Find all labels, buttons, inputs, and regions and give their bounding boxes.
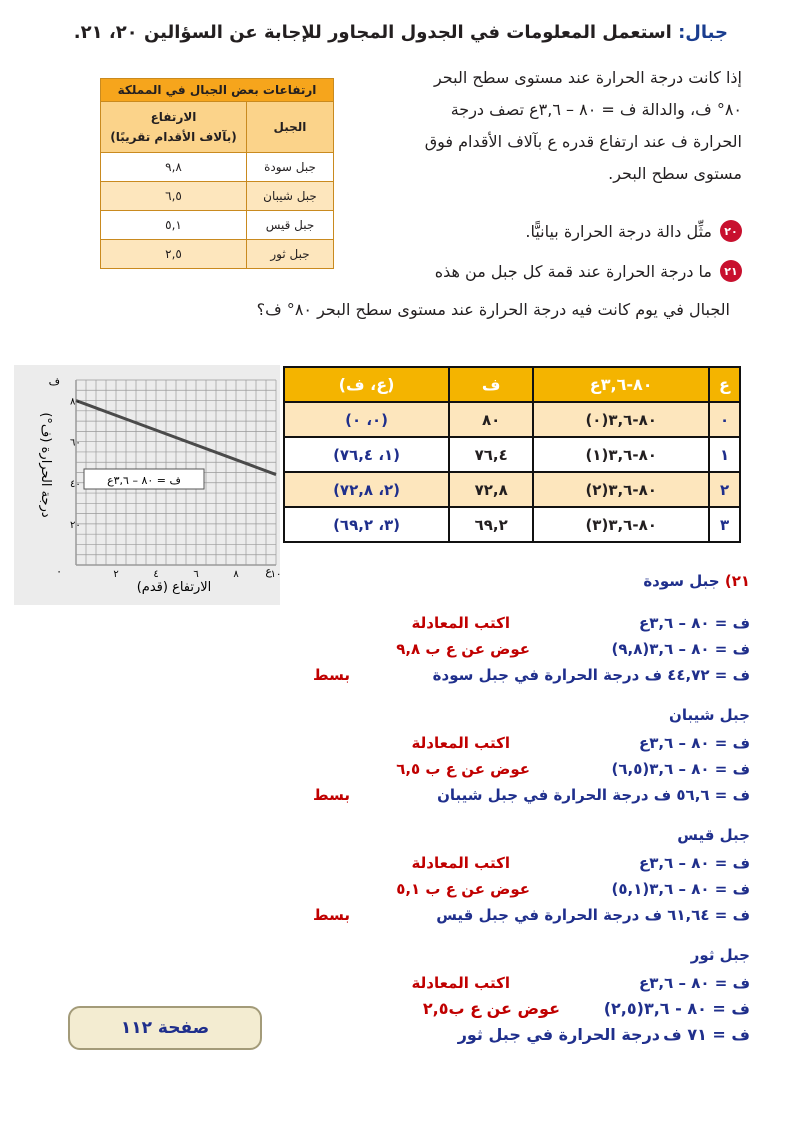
solution-line: [50, 970, 750, 996]
x-axis-label: الارتفاع (قدم): [136, 580, 212, 595]
height-col-title: الارتفاع: [150, 110, 197, 124]
mountain-heading: جبل سودة: [643, 572, 720, 590]
question-number-badge: ٢٠: [720, 220, 742, 242]
step-note: عوض عن ع ب ٥,١: [396, 880, 530, 898]
line-label: ف = ٨٠ – ٣,٦ع: [107, 474, 181, 487]
height-col-header: [101, 102, 247, 153]
solution-number: ٢١): [724, 572, 750, 590]
intro-line: [68, 22, 728, 43]
step-note: بسط: [313, 906, 350, 924]
mountain-name: جبل شيبان: [247, 182, 334, 211]
x-tick-label: ٦: [193, 569, 199, 580]
solution-title: [50, 566, 750, 596]
height-col-subtitle: (بآلاف الأقدام تقريبًا): [110, 130, 237, 144]
question-20-text: مثِّل دالة درجة الحرارة بيانيًّا.: [525, 221, 712, 241]
y-axis-letter: ف: [48, 375, 60, 388]
mountain-heading: جبل ثور: [690, 946, 750, 964]
equation: ف = ٧١ ف: [663, 1025, 750, 1044]
values-cell: ٧٢,٨: [449, 472, 533, 507]
values-header: ع: [709, 367, 740, 402]
equation: ف = ٨٠ – ٣,٦(٩,٨): [611, 640, 750, 658]
solution-line: [50, 636, 750, 662]
mountain-heading: جبل قيس: [677, 826, 750, 844]
solution-line: [50, 876, 750, 902]
paragraph-line: الحرارة ف عند ارتفاع قدره ع بآلاف الأقدام فوق: [424, 132, 742, 151]
values-cell: ٠: [709, 402, 740, 437]
solution-section: [50, 566, 750, 1048]
x-tick-label: ٨: [233, 569, 239, 580]
values-cell: (٠، ٠): [284, 402, 449, 437]
question-21-text: ما درجة الحرارة عند قمة كل جبل من هذه: [434, 261, 712, 281]
values-table: [283, 366, 741, 543]
step-note: عوض عن ع ب٢,٥: [422, 999, 560, 1018]
intro-text: استعمل المعلومات في الجدول المجاور للإجابة عن السؤالين ٢٠، ٢١.: [73, 22, 672, 43]
solution-line: [50, 730, 750, 756]
mountain-height: ٩,٨: [101, 153, 247, 182]
equation: ف = ٥٦,٦ ف درجة الحرارة في جبل شيبان: [437, 786, 750, 804]
step-note: بسط: [313, 666, 350, 684]
values-cell: ١: [709, 437, 740, 472]
values-cell: (٣، ٦٩,٢): [284, 507, 449, 542]
y-axis-label: درجة الحرارة (ف°): [38, 412, 53, 518]
equation: ف = ٨٠ – ٣,٦(٥,١): [611, 880, 750, 898]
step-note: درجة الحرارة في جبل ثور: [457, 1025, 660, 1044]
problem-paragraph: [412, 62, 742, 190]
paragraph-line: ٨٠° ف، والدالة ف = ٨٠ – ٣,٦ع تصف درجة: [450, 100, 742, 119]
paragraph-line: إذا كانت درجة الحرارة عند مستوى سطح البحر: [433, 68, 742, 87]
y-tick-label: ٨٠: [70, 396, 81, 408]
equation: ف = ٤٤,٧٢ ف درجة الحرارة في جبل سودة: [432, 666, 750, 684]
step-note: عوض عن ع ب ٦,٥: [396, 760, 530, 778]
mountain-name: جبل قيس: [247, 211, 334, 240]
values-header: (ع، ف): [284, 367, 449, 402]
mountain-heights-table: [100, 78, 334, 269]
step-note: اكتب المعادلة: [411, 614, 510, 632]
values-cell: ٨٠-٣,٦(١): [533, 437, 709, 472]
x-axis-letter: ع: [265, 565, 272, 578]
mountain-name: جبل سودة: [247, 153, 334, 182]
x-tick-label: ٤: [153, 569, 159, 580]
mountain-heading: جبل شيبان: [669, 706, 750, 724]
values-cell: (١، ٧٦,٤): [284, 437, 449, 472]
solution-line: [50, 610, 750, 636]
y-tick-label: ٦٠: [70, 437, 81, 449]
paragraph-line: مستوى سطح البحر.: [608, 164, 742, 183]
step-note: اكتب المعادلة: [411, 854, 510, 872]
y-tick-label: ٤٠: [70, 478, 81, 490]
y-tick-label: ٢٠: [70, 519, 81, 531]
mountain-table-title: ارتفاعات بعض الجبال في المملكة: [101, 79, 334, 102]
question-number-badge: ٢١: [720, 260, 742, 282]
values-header: ف: [449, 367, 533, 402]
mountain-height: ٢,٥: [101, 240, 247, 269]
values-cell: ٦٩,٢: [449, 507, 533, 542]
mountain-height: ٦,٥: [101, 182, 247, 211]
values-cell: ٣: [709, 507, 740, 542]
mountain-col-header: الجبل: [247, 102, 334, 153]
values-cell: ٨٠-٣,٦(٣): [533, 507, 709, 542]
values-cell: ٨٠: [449, 402, 533, 437]
equation: ف = ٦١,٦٤ ف درجة الحرارة في جبل قيس: [436, 906, 750, 924]
question-20: [525, 220, 742, 242]
step-note: بسط: [313, 786, 350, 804]
step-note: اكتب المعادلة: [411, 974, 510, 992]
equation: ف = ٨٠ – ٣,٦ع: [639, 734, 750, 752]
values-cell: ٢: [709, 472, 740, 507]
equation: ف = ٨٠ - ٣,٦(٢,٥): [603, 999, 750, 1018]
equation: ف = ٨٠ – ٣,٦(٦,٥): [611, 760, 750, 778]
solution-line: [50, 782, 750, 808]
step-note: عوض عن ع ب ٩,٨: [396, 640, 530, 658]
mountain-height: ٥,١: [101, 211, 247, 240]
values-cell: (٢، ٧٢,٨): [284, 472, 449, 507]
values-cell: ٧٦,٤: [449, 437, 533, 472]
step-note: اكتب المعادلة: [411, 734, 510, 752]
x-tick-label: ٢: [113, 569, 119, 580]
equation: ف = ٨٠ – ٣,٦ع: [639, 854, 750, 872]
page-number-badge: صفحة ١١٢: [68, 1006, 262, 1050]
question-21: [435, 260, 742, 282]
values-cell: ٨٠-٣,٦(٠): [533, 402, 709, 437]
solution-line: [50, 662, 750, 688]
x-tick-label: ١٠: [270, 569, 282, 580]
equation: ف = ٨٠ – ٣,٦ع: [639, 974, 750, 992]
question-21-text-cont: الجبال في يوم كانت فيه درجة الحرارة عند مستوى سطح البحر ٨٠° ف؟: [256, 300, 730, 319]
solution-line: [50, 850, 750, 876]
equation: ف = ٨٠ – ٣,٦ع: [639, 614, 750, 632]
solution-line: [50, 756, 750, 782]
solution-line: [50, 902, 750, 928]
mountain-name: جبل ثور: [247, 240, 334, 269]
intro-keyword: جبال:: [678, 22, 728, 43]
values-header: ٨٠-٣,٦ع: [533, 367, 709, 402]
origin-label: ٠: [56, 565, 62, 578]
values-cell: ٨٠-٣,٦(٢): [533, 472, 709, 507]
